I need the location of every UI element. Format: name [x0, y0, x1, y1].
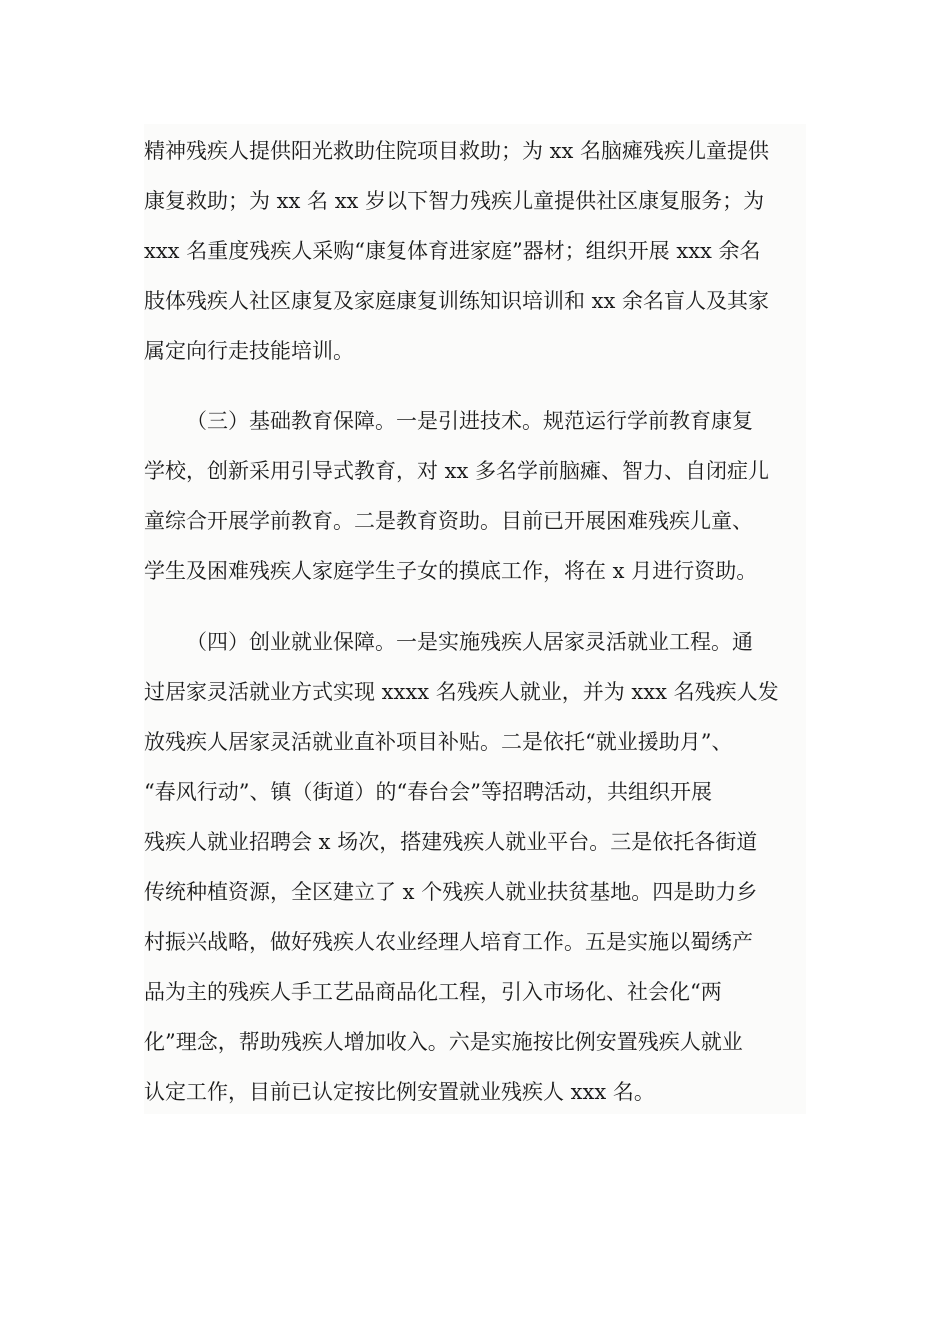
paragraph-2-line-4: 学生及困难残疾人家庭学生子女的摸底工作，将在 x 月进行资助。 [144, 559, 758, 583]
paragraph-1-line-2: 康复救助；为 xx 名 xx 岁以下智力残疾儿童提供社区康复服务；为 [144, 189, 765, 213]
paragraph-2-line-1: （三）基础教育保障。一是引进技术。规范运行学前教育康复 [186, 409, 753, 433]
paragraph-3-line-9: 化”理念，帮助残疾人增加收入。六是实施按比例安置残疾人就业 [144, 1030, 743, 1054]
paragraph-1-line-1: 精神残疾人提供阳光救助住院项目救助；为 xx 名脑瘫残疾儿童提供 [144, 139, 770, 163]
paragraph-3-line-5: 残疾人就业招聘会 x 场次，搭建残疾人就业平台。三是依托各街道 [144, 830, 758, 854]
paragraph-3-line-1: （四）创业就业保障。一是实施残疾人居家灵活就业工程。通 [186, 630, 753, 654]
paragraph-1-line-4: 肢体残疾人社区康复及家庭康复训练知识培训和 xx 余名盲人及其家 [144, 289, 770, 313]
paragraph-1-line-3: xxx 名重度残疾人采购“康复体育进家庭”器材；组织开展 xxx 余名 [144, 239, 761, 263]
paragraph-3-line-10: 认定工作，目前已认定按比例安置就业残疾人 xxx 名。 [144, 1080, 655, 1104]
paragraph-3-line-2: 过居家灵活就业方式实现 xxxx 名残疾人就业，并为 xxx 名残疾人发 [144, 680, 779, 704]
paragraph-3-line-8: 品为主的残疾人手工艺品商品化工程，引入市场化、社会化“两 [144, 980, 722, 1004]
paragraph-2-line-3: 童综合开展学前教育。二是教育资助。目前已开展困难残疾儿童、 [144, 509, 753, 533]
paragraph-3-line-6: 传统种植资源，全区建立了 x 个残疾人就业扶贫基地。四是助力乡 [144, 880, 758, 904]
paragraph-3-line-3: 放残疾人居家灵活就业直补项目补贴。二是依托“就业援助月”、 [144, 730, 733, 754]
document-body [144, 124, 806, 1114]
paragraph-3-line-4: “春风行动”、镇（街道）的“春台会”等招聘活动，共组织开展 [144, 780, 712, 804]
paragraph-3-line-7: 村振兴战略，做好残疾人农业经理人培育工作。五是实施以蜀绣产 [144, 930, 753, 954]
paragraph-2-line-2: 学校，创新采用引导式教育，对 xx 多名学前脑瘫、智力、自闭症儿 [144, 459, 770, 483]
paragraph-1-line-5: 属定向行走技能培训。 [144, 339, 354, 363]
